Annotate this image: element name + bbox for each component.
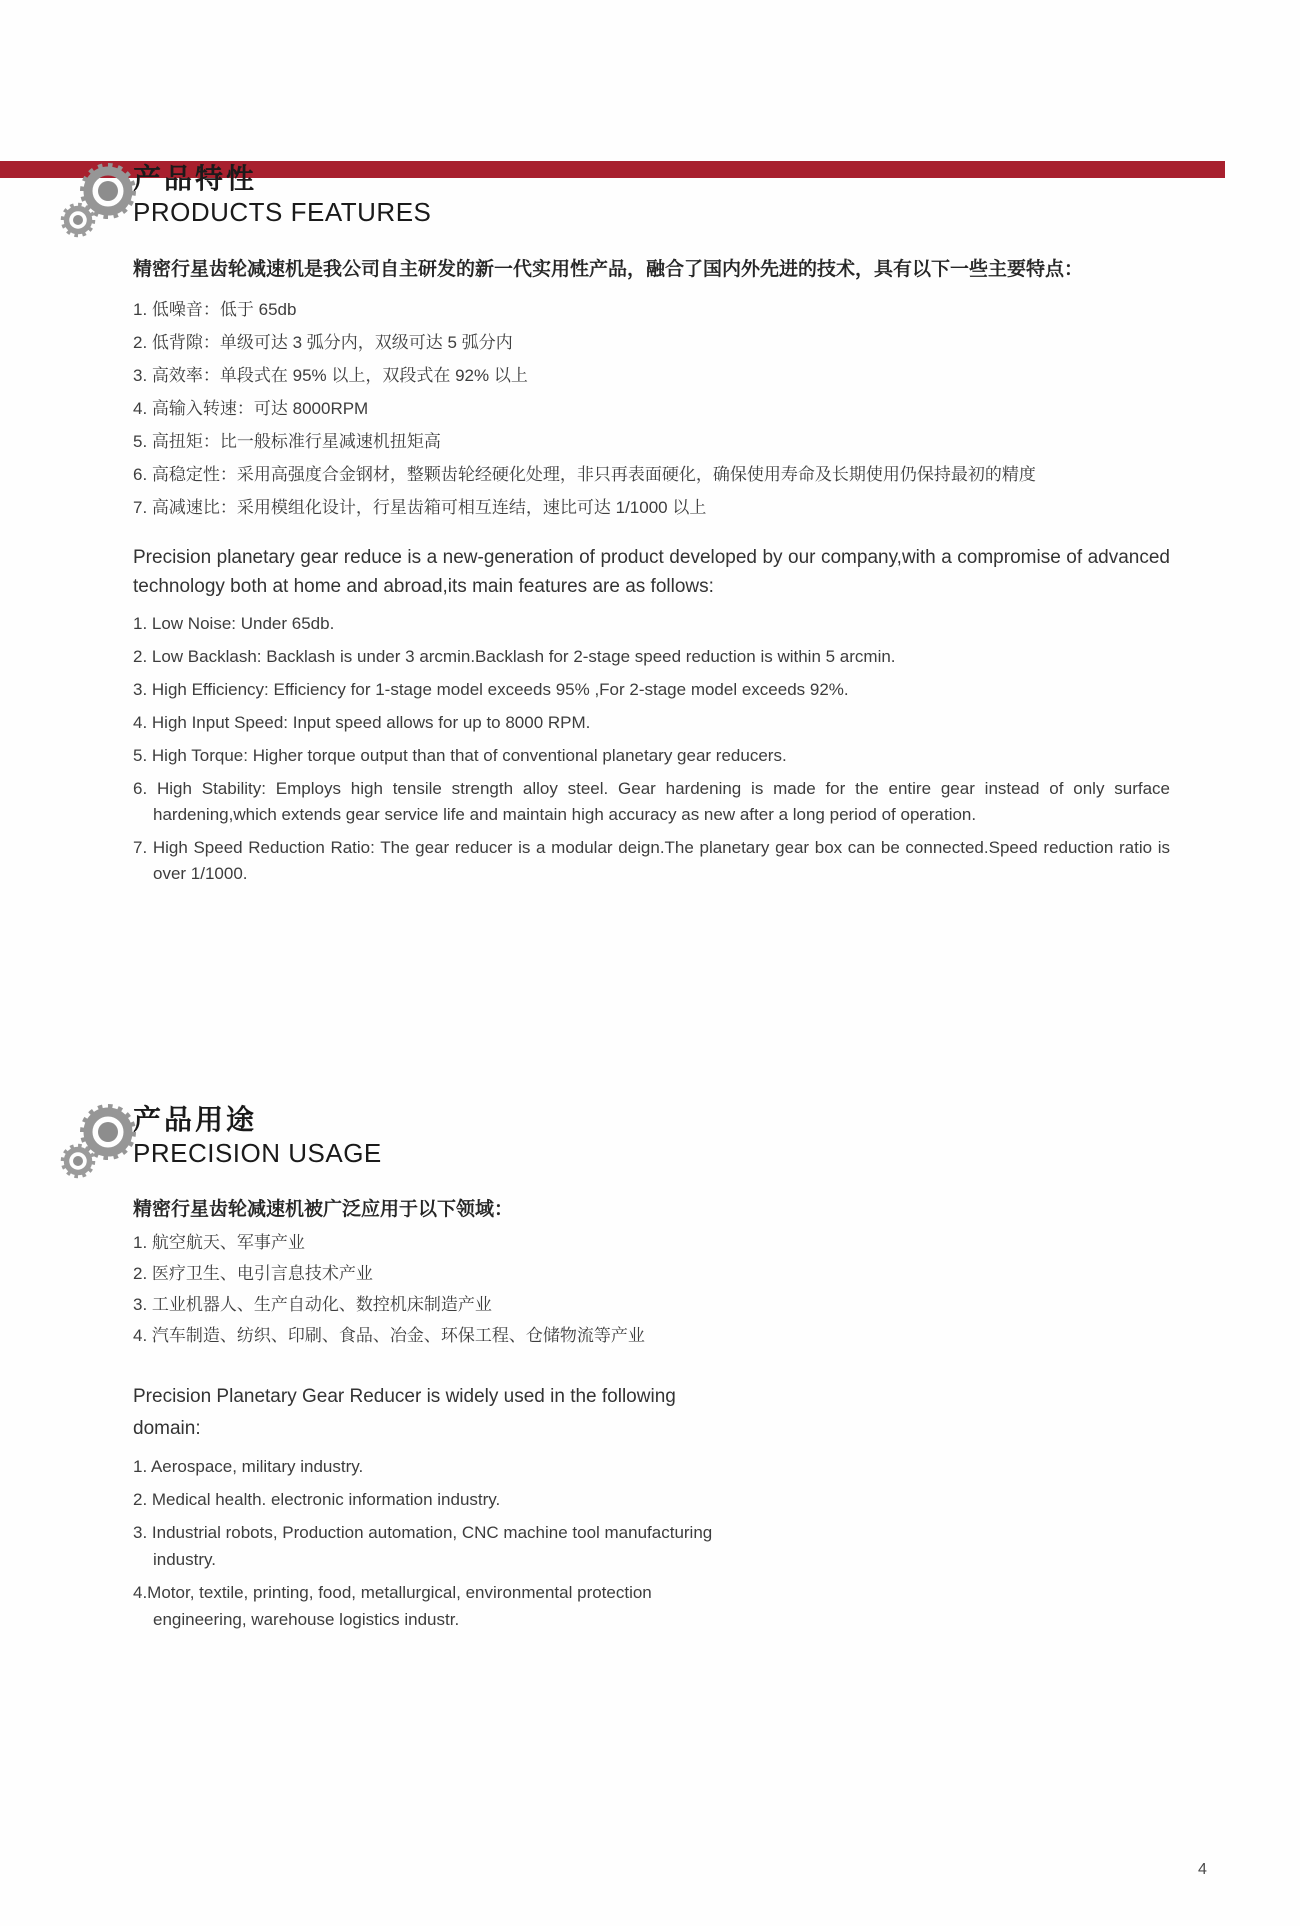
- list-item: 3. High Efficiency: Efficiency for 1-stage model exceeds 95% ,For 2-stage model exceeds 92%.: [133, 680, 849, 699]
- list-item: 1. Low Noise: Under 65db.: [133, 614, 335, 633]
- section-precision-usage: [133, 1102, 1170, 1633]
- list-item: 3. 工业机器人、生产自动化、数控机床制造产业: [133, 1295, 492, 1314]
- list-item: 4. 高输入转速：可达 8000RPM: [133, 399, 369, 418]
- features-intro-zh: 精密行星齿轮减速机是我公司自主研发的新一代实用性产品，融合了国内外先进的技术，具有以下一些主要特点：: [133, 259, 1084, 280]
- catalog-page: [0, 161, 1300, 1878]
- section-title-zh: 产品特性: [133, 163, 258, 194]
- list-item: 2. 低背隙：单级可达 3 弧分内，双级可达 5 弧分内: [133, 333, 513, 352]
- list-item: 1. 低噪音：低于 65db: [133, 300, 297, 319]
- list-item: 5. High Torque: Higher torque output than that of conventional planetary gear reducers.: [133, 746, 787, 765]
- list-item: 2. Medical health. electronic information industry.: [133, 1490, 501, 1509]
- list-item: 1. Aerospace, military industry.: [133, 1457, 364, 1476]
- list-item: 3. Industrial robots, Production automation, CNC machine tool manufacturing industry.: [133, 1523, 713, 1569]
- usage-intro-zh: 精密行星齿轮减速机被广泛应用于以下领域：: [133, 1199, 514, 1220]
- list-item: 1. 航空航天、军事产业: [133, 1233, 305, 1252]
- section-header: [133, 161, 1170, 228]
- usage-list-zh: [133, 1230, 1170, 1349]
- section-header: [133, 1102, 1170, 1169]
- section-title-zh: 产品用途: [133, 1104, 258, 1135]
- section-title-en: PRODUCTS FEATURES: [133, 197, 432, 227]
- gears-icon: [57, 157, 137, 239]
- list-item: 4. 汽车制造、纺织、印刷、食品、冶金、环保工程、仓储物流等产业: [133, 1326, 645, 1345]
- list-item: 2. 医疗卫生、电引言息技术产业: [133, 1264, 373, 1283]
- list-item: 7. High Speed Reduction Ratio: The gear reducer is a modular deign.The planetary gear box can be connected.Speed reduction ratio is over 1/1000.: [133, 838, 1170, 883]
- features-list-en: [133, 611, 1170, 887]
- list-item: 4.Motor, textile, printing, food, metallurgical, environmental protection engineering, warehouse logistics industr.: [133, 1583, 652, 1629]
- gears-icon: [57, 1098, 137, 1180]
- list-item: 5. 高扭矩：比一般标准行星减速机扭矩高: [133, 432, 441, 451]
- usage-intro-en: Precision Planetary Gear Reducer is widely used in the following domain:: [133, 1386, 676, 1439]
- list-item: 3. 高效率：单段式在 95% 以上，双段式在 92% 以上: [133, 366, 528, 385]
- features-intro-en: Precision planetary gear reduce is a new-generation of product developed by our company,with a compromise of advanced technology both at home and abroad,its main features are as follows:: [133, 547, 1170, 597]
- list-item: 7. 高减速比：采用模组化设计，行星齿箱可相互连结，速比可达 1/1000 以上: [133, 498, 707, 517]
- usage-list-en: [133, 1453, 713, 1633]
- list-item: 6. 高稳定性：采用高强度合金钢材，整颗齿轮经硬化处理，非只再表面硬化，确保使用寿命及长期使用仍保持最初的精度: [133, 465, 1036, 484]
- features-list-zh: [133, 297, 1170, 521]
- section-title-en: PRECISION USAGE: [133, 1138, 382, 1168]
- list-item: 2. Low Backlash: Backlash is under 3 arcmin.Backlash for 2-stage speed reduction is within 5 arcmin.: [133, 647, 896, 666]
- list-item: 6. High Stability: Employs high tensile strength alloy steel. Gear hardening is made for the entire gear instead of only surface hardening,which extends gear service life and maintain high accuracy as new after a long period of operation.: [133, 779, 1170, 824]
- section-products-features: [133, 161, 1170, 887]
- page-number: 4: [1198, 1861, 1207, 1878]
- list-item: 4. High Input Speed: Input speed allows for up to 8000 RPM.: [133, 713, 591, 732]
